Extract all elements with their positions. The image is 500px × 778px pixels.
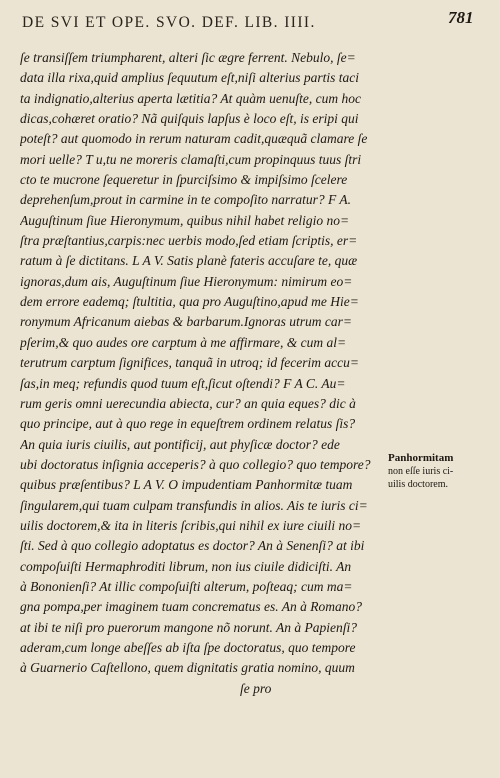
- text-line: à Bononienſi? At illic compoſuiſti alterum, poſteaq; cum ma=: [20, 578, 353, 594]
- text-line: terutrum carptum ſignifices, tanquã in utroq; id fecerim accu=: [20, 355, 359, 371]
- text-line: dicas,cohæret oratio? Nã quiſquis lapſus è loco eſt, is eripi qui: [20, 111, 359, 127]
- text-line: à Guarnerio Caſtellono, quem dignitatis gratia nomino, quum: [20, 660, 355, 676]
- text-line: Auguſtinum ſiue Hieronymum, quibus nihil habet religio no=: [20, 212, 350, 228]
- text-line: data illa rixa,quid amplius ſequutum eſt,niſi alterius partis taci: [20, 70, 359, 86]
- margin-note-line: uilis doctorem.: [388, 479, 448, 490]
- text-line: quibus præſentibus? L A V. O impudentiam Panhormitæ tuam: [20, 477, 353, 493]
- text-line: ignoras,dum ais, Auguſtinum ſiue Hieronymum: nimirum eo=: [20, 273, 353, 289]
- margin-note: [388, 452, 498, 491]
- text-line: ſe transiſſem triumpharent, alteri ſic ægre ferrent. Nebulo, ſe=: [20, 50, 356, 65]
- text-line: ubi doctoratus inſignia acceperis? à quo collegio? quo tempore?: [20, 456, 371, 472]
- text-line: gna pompa,per imaginem tuam concrematus es. An à Romano?: [20, 599, 362, 615]
- margin-note-line: Panhormitam: [388, 452, 454, 464]
- text-line: poteſt? aut quomodo in rerum naturam cadit,quæquã clamare ſe: [20, 131, 368, 147]
- text-line: dem errore eademq; ſtultitia, qua pro Auguſtino,apud me Hie=: [20, 294, 359, 310]
- text-line: ratum à ſe dictitans. L A V. Satis planè fateris accuſare te, quæ: [20, 253, 358, 269]
- text-line: deprehenſum,prout in carmine in te compoſito narratur? F A.: [20, 192, 351, 208]
- margin-note-line: non eſſe iuris ci-: [388, 466, 454, 477]
- text-line: ronymum Africanum aiebas & barbarum.Ignoras utrum car=: [20, 314, 352, 330]
- text-line: An quia iuris ciuilis, aut pontificij, aut phyſicæ doctor? ede: [20, 436, 340, 452]
- catchword: ſe pro: [240, 680, 272, 696]
- running-title: DE SVI ET OPE. SVO. DEF. LIB. IIII.: [22, 14, 316, 31]
- text-line: aderam,cum longe abeſſes ab iſta ſpe doctoratus, quo tempore: [20, 639, 356, 655]
- text-line: cto te mucrone ſequeretur in ſpurciſsimo & impiſsimo ſcelere: [20, 172, 348, 188]
- text-line: ſti. Sed à quo collegio adoptatus es doctor? An à Senenſi? at ibi: [20, 538, 365, 554]
- text-line: quo principe, aut à quo rege in equeſtrem ordinem relatus ſis?: [20, 416, 356, 432]
- page-number: 781: [448, 8, 474, 27]
- text-line: compoſuiſti Hermaphroditi librum, non ius ciuile didiciſti. An: [20, 558, 352, 574]
- text-line: at ibi te niſi pro puerorum mangone nõ norunt. An à Papienſi?: [20, 619, 357, 635]
- text-line: ta indignatio,alterius aperta lætitia? At quàm uenuſte, cum hoc: [20, 90, 361, 106]
- text-line: ſas,in meq; refundis quod tuum eſt,ſicut oſtendi? F A C. Au=: [20, 375, 346, 391]
- text-line: ſtra præſtantius,carpis:nec uerbis modo,ſed etiam ſcriptis, er=: [20, 233, 358, 249]
- text-line: rum geris omni uerecundia abiecta, cur? an quia eques? dic à: [20, 395, 356, 411]
- text-line: mori uelle? T u,tu ne moreris clamaſti,cum propinquus tuus ſtri: [20, 151, 362, 167]
- text-line: pſerim,& quo audes ore carptum à me affirmare, & cum al=: [20, 334, 347, 350]
- main-text-block: [20, 48, 398, 699]
- text-line: ſingularem,qui tuam culpam transfundis in alios. Ais te iuris ci=: [20, 497, 368, 513]
- text-line: uilis doctorem,& ita in literis ſcribis,qui nihil ex iure ciuili no=: [20, 517, 362, 533]
